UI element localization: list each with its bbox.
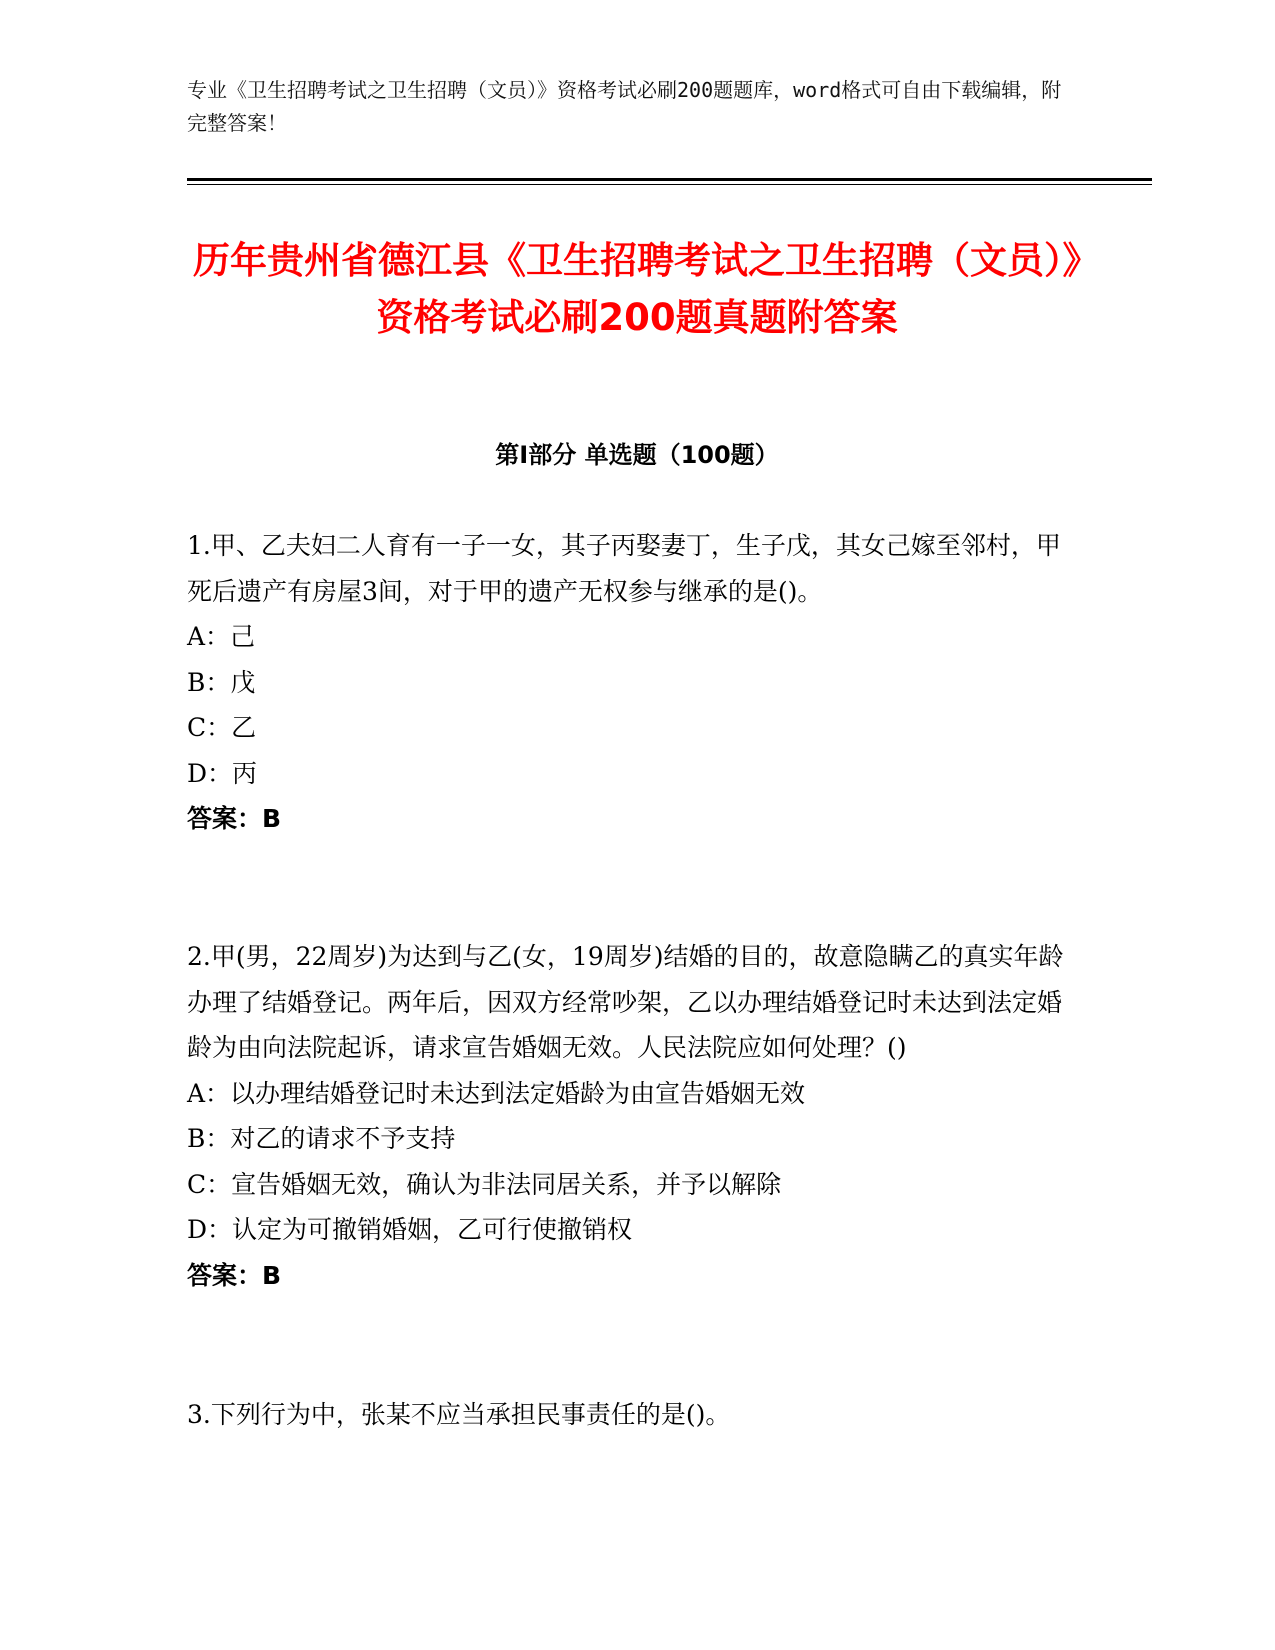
option-d: D：认定为可撤销婚姻，乙可行使撤销权 [187,1215,633,1244]
question-item [187,1392,1067,1438]
option-a: A：以办理结婚登记时未达到法定婚龄为由宣告婚姻无效 [187,1078,806,1108]
section-heading: 第I部分 单选题（100题） [495,441,779,469]
option-d: D：丙 [187,758,258,788]
question-text: 3.下列行为中，张某不应当承担民事责任的是()。 [187,1400,731,1429]
option-a: A：己 [187,622,256,651]
document-title: 历年贵州省德江县《卫生招聘考试之卫生招聘（文员）》资格考试必刷200题真题附答案 [193,239,1081,339]
header-note: 专业《卫生招聘考试之卫生招聘（文员）》资格考试必刷200题题库，word格式可自由下载编辑，附完整答案！ [187,78,1062,135]
answer-label: 答案：B [187,1260,282,1290]
question-text: 1.甲、乙夫妇二人育有一子一女，其子丙娶妻丁，生子戊，其女己嫁至邻村，甲死后遗产有房屋3间，对于甲的遗产无权参与继承的是()。 [187,531,1061,606]
option-c: C：乙 [187,713,257,742]
option-c: C：宣告婚姻无效，确认为非法同居关系，并予以解除 [187,1169,782,1199]
option-b: B：对乙的请求不予支持 [187,1124,456,1153]
option-b: B：戊 [187,667,256,697]
header-divider-thin [187,184,1152,185]
question-item [187,523,1067,842]
header-divider-thick [187,178,1152,181]
answer-label: 答案：B [187,804,282,833]
question-text: 2.甲(男，22周岁)为达到与乙(女，19周岁)结婚的目的，故意隐瞒乙的真实年龄办理了结婚登记。两年后，因双方经常吵架，乙以办理结婚登记时未达到法定婚龄为由向法院起诉，请求宣告婚姻无效。人民法院应如何处理？() [187,942,1064,1062]
question-item [187,934,1067,1298]
